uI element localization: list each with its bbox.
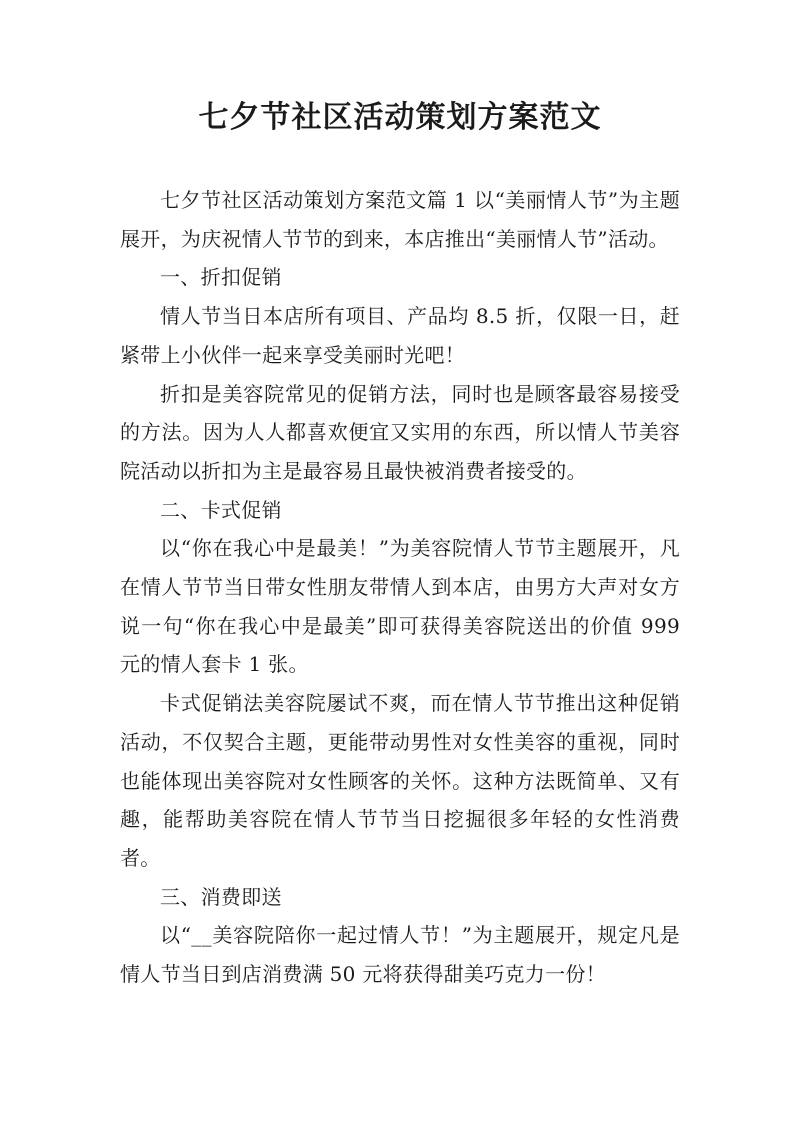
document-body: [120, 181, 680, 994]
card-paragraph-2: 卡式促销法美容院屡试不爽，而在情人节节推出这种促销活动，不仅契合主题，更能带动男性对女性美容的重视，同时也能体现出美容院对女性顾客的关怀。这种方法既简单、又有趣，能帮助美容院在情人节节当日挖掘很多年轻的女性消费者。: [120, 691, 680, 870]
section-heading-card: 二、卡式促销: [160, 497, 282, 522]
card-paragraph-1: 以“你在我心中是最美！”为美容院情人节节主题展开，凡在情人节节当日带女性朋友带情人到本店，由男方大声对女方说一句“你在我心中是最美”即可获得美容院送出的价值 999 元的情人套卡 1 张。: [120, 536, 680, 677]
section-heading-discount: 一、折扣促销: [160, 265, 282, 290]
intro-paragraph: 七夕节社区活动策划方案范文篇 1 以“美丽情人节”为主题展开，为庆祝情人节节的到来，本店推出“美丽情人节”活动。: [120, 188, 680, 251]
discount-paragraph-2: 折扣是美容院常见的促销方法，同时也是顾客最容易接受的方法。因为人人都喜欢便宜又实用的东西，所以情人节美容院活动以折扣为主是最容易且最快被消费者接受的。: [120, 381, 680, 483]
discount-paragraph-1: 情人节当日本店所有项目、产品均 8.5 折，仅限一日，赶紧带上小伙伴一起来享受美丽时光吧！: [120, 304, 680, 367]
gift-paragraph: 以“__美容院陪你一起过情人节！”为主题展开，规定凡是情人节当日到店消费满 50 元将获得甜美巧克力一份！: [120, 923, 680, 987]
document-title: 七夕节社区活动策划方案范文: [198, 100, 602, 135]
section-heading-gift: 三、消费即送: [160, 884, 282, 909]
